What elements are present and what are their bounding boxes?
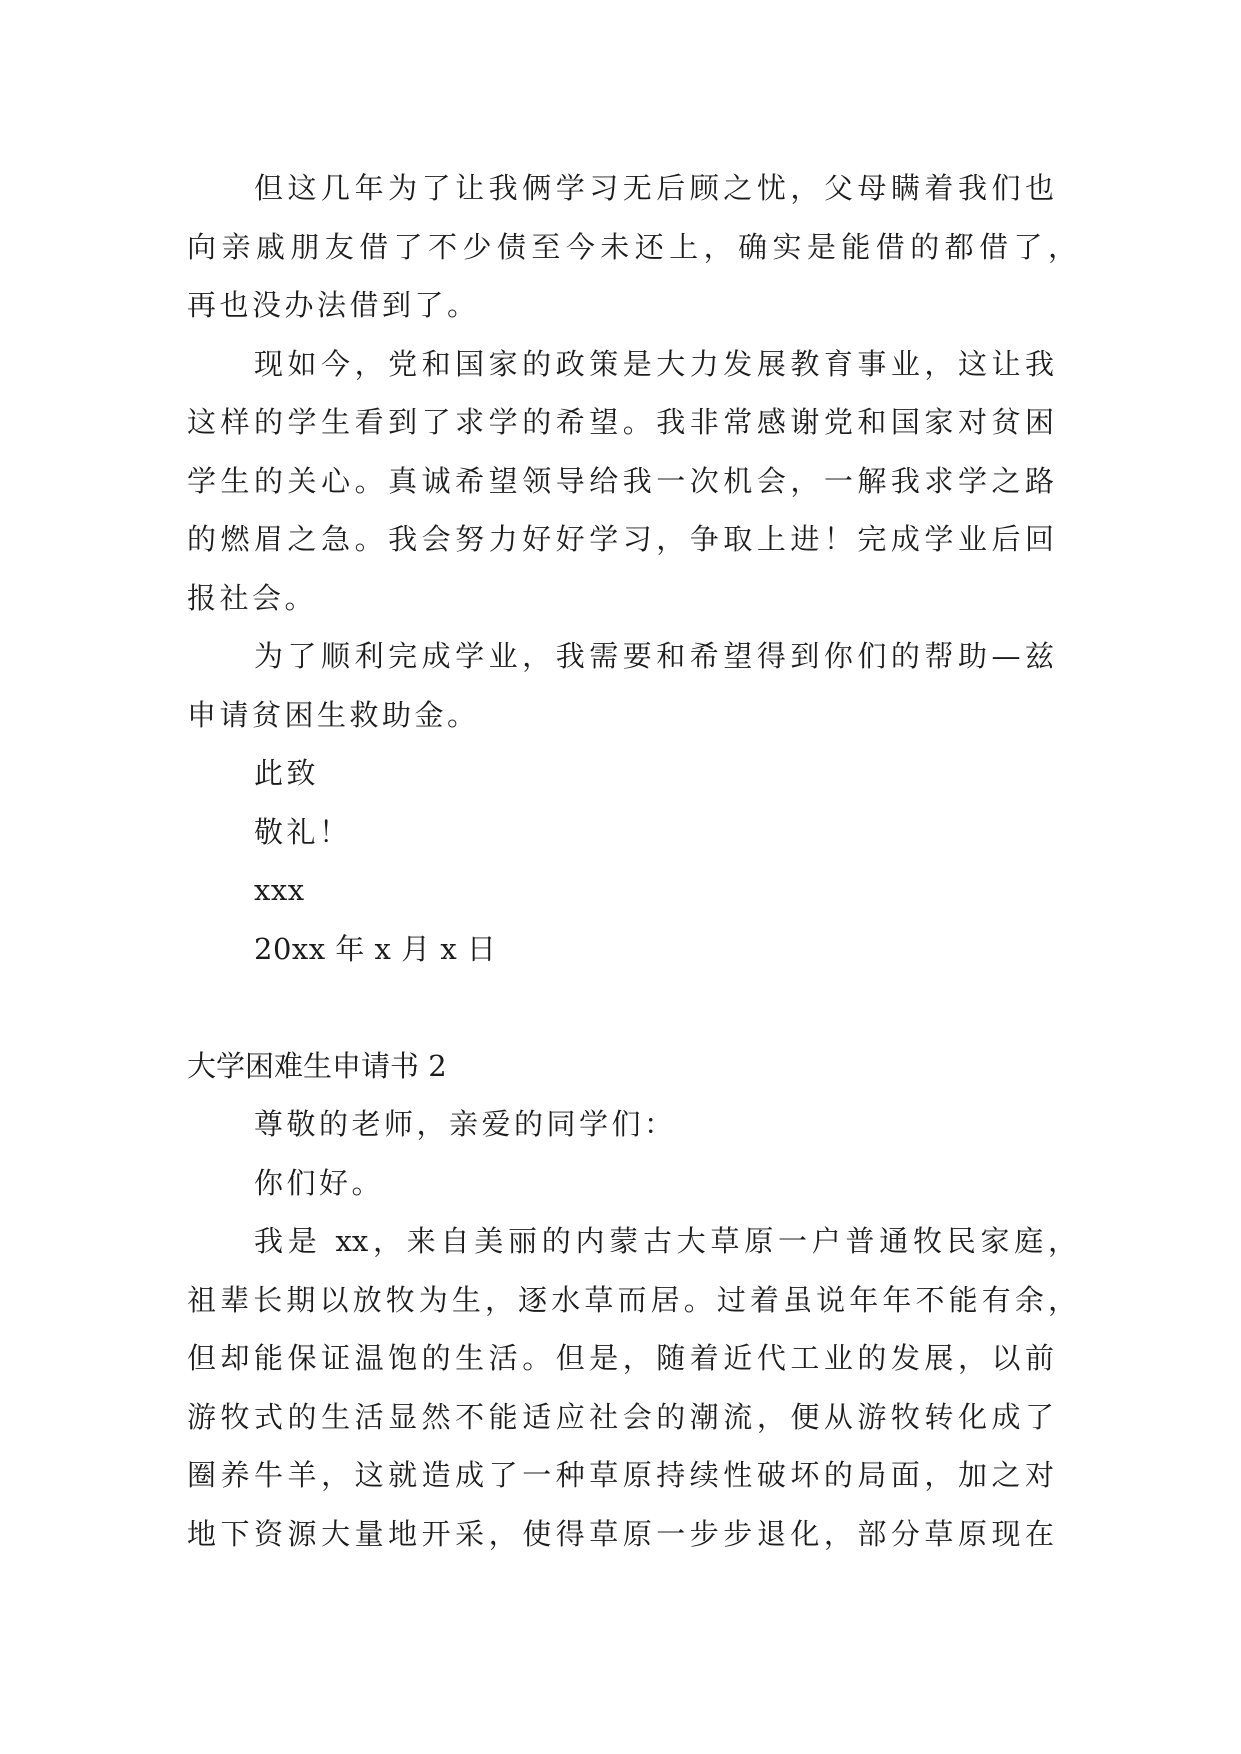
paragraph [187,159,1077,335]
paragraph-line: 但这几年为了让我俩学习无后顾之忧，父母瞒着我们也 [254,171,1054,205]
paragraph [187,335,1077,628]
document-body [187,159,1077,1563]
paragraph-line: 圈养牛羊，这就造成了一种草原持续性破坏的局面，加之对 [187,1458,1054,1492]
signature: xxx [254,873,305,907]
paragraph-line: 为了顺利完成学业，我需要和希望得到你们的帮助—兹 [254,639,1054,673]
paragraph-line: 报社会。 [187,580,318,615]
closing-salute: 敬礼！ [254,814,352,849]
date-line: 20xx 年 x 月 x 日 [254,931,497,966]
paragraph-line: 的燃眉之急。我会努力好好学习，争取上进！完成学业后回 [187,522,1054,556]
paragraph-line: 游牧式的生活显然不能适应社会的潮流，便从游牧转化成了 [187,1399,1054,1434]
paragraph [187,1212,1077,1563]
paragraph-line: 这样的学生看到了求学的希望。我非常感谢党和国家对贫困 [187,405,1054,439]
paragraph-line: 学生的关心。真诚希望领导给我一次机会，一解我求学之路 [187,463,1054,498]
section-title: 大学困难生申请书 2 [187,1048,447,1083]
paragraph-line: 地下资源大量地开采，使得草原一步步退化，部分草原现在 [187,1516,1054,1551]
paragraph-line: 但却能保证温饱的生活。但是，随着近代工业的发展，以前 [187,1341,1054,1375]
paragraph-line: 向亲戚朋友借了不少债至今未还上，确实是能借的都借了， [187,229,1077,264]
paragraph [187,627,1077,744]
paragraph-line: 祖辈长期以放牧为生，逐水草而居。过着虽说年年不能有余， [187,1282,1077,1317]
blank-line [187,978,1077,1037]
paragraph-line: 现如今，党和国家的政策是大力发展教育事业，这让我 [254,346,1054,381]
greeting: 你们好。 [254,1165,385,1200]
paragraph-line: 申请贫困生救助金。 [187,697,480,732]
paragraph-line: 我是 xx，来自美丽的内蒙古大草原一户普通牧民家庭， [254,1224,1077,1258]
closing-phrase: 此致 [254,756,320,790]
salutation: 尊敬的老师，亲爱的同学们： [254,1107,677,1141]
paragraph-line: 再也没办法借到了。 [187,288,480,322]
